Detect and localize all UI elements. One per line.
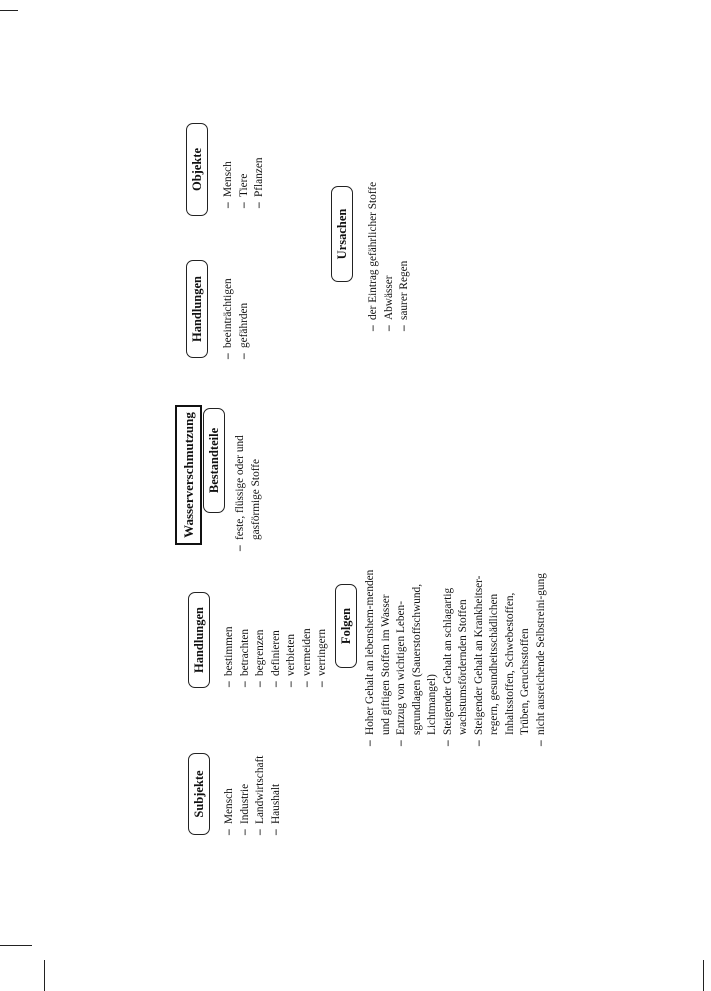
list-item: – begrenzen (253, 567, 269, 687)
list-item: – bestimmen (222, 567, 238, 687)
list-item: – Hoher Gehalt an lebenshem-menden und giftigen Stoffen im Wasser (363, 558, 394, 746)
list-item: – verbieten (284, 567, 300, 687)
list-item: – Mensch (222, 635, 238, 835)
list-item: – Pflanzen (252, 88, 268, 208)
list-item: – gefährden (237, 219, 253, 359)
list-item: – Haushalt (269, 635, 285, 835)
list-item: – Industrie (238, 635, 254, 835)
list-item: – Landwirtschaft (253, 635, 269, 835)
list-item: – Mensch (221, 88, 237, 208)
folgen-box: Folgen (335, 584, 357, 668)
list-item: – saurer Regen (397, 121, 413, 331)
list-item: – Abwässer (382, 121, 398, 331)
subjekte-box: Subjekte (188, 753, 210, 835)
list-item: – der Eintrag gefährlicher Stoffe (366, 121, 382, 331)
bestandteile-box: Bestandteile (203, 408, 225, 513)
list-item: – nicht ausreichende Selbstreini-gung (534, 558, 550, 746)
list-item: – beeinträchtigen (221, 219, 237, 359)
ursachen-list (366, 121, 413, 331)
handlungen-left-box: Handlungen (188, 592, 210, 688)
objekte-list (221, 88, 268, 208)
bestandteile-list (233, 401, 264, 551)
ursachen-box: Ursachen (331, 186, 353, 282)
folgen-list (363, 558, 549, 746)
list-item: – Steigender Gehalt an schlagartig wachstumsfördernden Stoffen (441, 558, 472, 746)
handlungen-right-box: Handlungen (186, 260, 208, 358)
list-item: – definieren (269, 567, 285, 687)
list-item: – Tiere (237, 88, 253, 208)
list-item: – betrachten (238, 567, 254, 687)
list-item: – verringern (315, 567, 331, 687)
list-item: – Steigender Gehalt an Krankheitser-regern, gesundheitsschädlichen Inhaltsstoffen, Schwebestoffen, Trüben, Geruchsstoffen (472, 558, 534, 746)
list-item: – feste, flüssige oder und gasförmige Stoffe (233, 401, 264, 551)
list-item: – Entzug von wichtigen Leben-sgrundlagen (Sauerstoffschwund, Lichtmangel) (394, 558, 441, 746)
list-item: – vermeiden (300, 567, 316, 687)
handlungen-left-list (222, 567, 331, 687)
objekte-box: Objekte (186, 123, 208, 216)
handlungen-right-list (221, 219, 252, 359)
diagram-title-box: Wasserverschmutzung (175, 405, 202, 545)
